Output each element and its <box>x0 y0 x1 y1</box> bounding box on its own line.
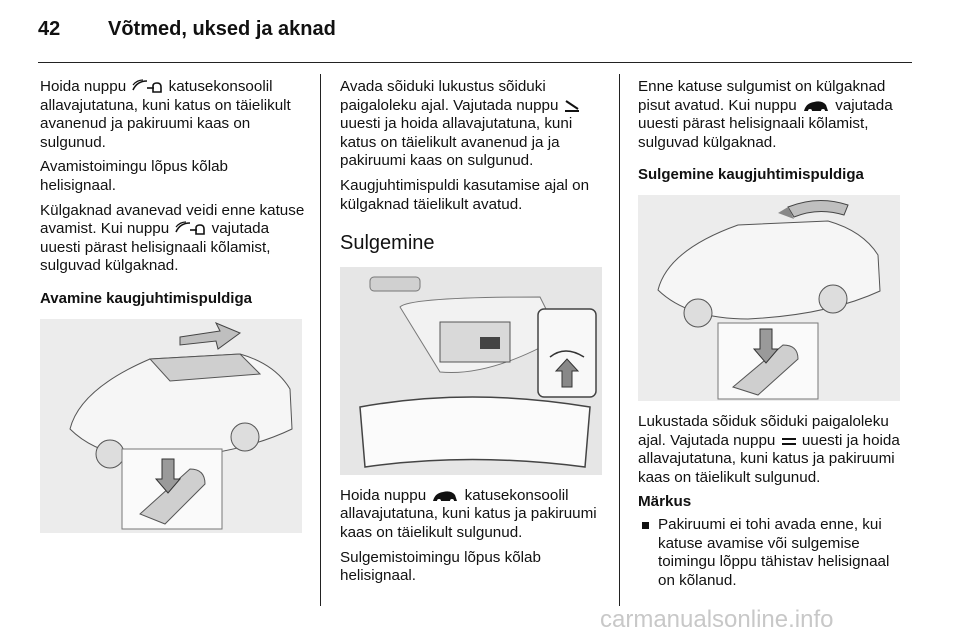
paragraph: Enne katuse sulgumist on külgaknad pisut avatud. Kui nuppu vajutada uuesti pärast helisignaali kõlamist, sulguvad külgaknad. <box>638 78 893 151</box>
car-roof-closing-illustration <box>638 195 900 401</box>
paragraph: Lukustada sõiduk sõiduki paigaloleku ajal. Vajutada nuppu uuesti ja hoida allavajutatuna, kuni katus ja pakiruumi kaas on täielikult sulgunud. <box>638 412 900 486</box>
column-divider-2 <box>619 74 620 606</box>
paragraph: Avada sõiduki lukustus sõiduki paigaloleku ajal. Vajutada nuppu uuesti ja hoida allavajutatuna, kuni katus on täielikult avanenud ja ja pakiruumi kaas on sulgunud. <box>340 78 608 171</box>
roof-open-icon <box>174 220 206 236</box>
paragraph: Kaugjuhtimispuldi kasutamise ajal on külgaknad täielikult avatud. <box>340 176 590 213</box>
page-number: 42 <box>38 18 61 40</box>
bullet-square-icon <box>642 522 649 529</box>
paragraph: Külgaknad avanevad veidi enne katuse avamist. Kui nuppu vajutada uuesti pärast helisignaali kõlamist, sulguvad külgaknad. <box>40 201 305 275</box>
note-title: Märkus <box>638 493 692 511</box>
column-1 <box>40 78 308 539</box>
subheading: Avamine kaugjuhtimispuldiga <box>40 289 252 307</box>
roof-open-icon <box>131 78 163 94</box>
subheading: Sulgemine kaugjuhtimispuldiga <box>638 166 864 184</box>
unlock-key-icon <box>564 99 580 113</box>
watermark: carmanualsonline.info <box>600 606 834 633</box>
header-rule <box>38 62 912 63</box>
paragraph: Hoida nuppu katusekonsoolil allavajutatuna, kuni katus on täielikult avanenud ja pakiruumi kaas on sulgunud. <box>40 78 291 151</box>
paragraph: Sulgemistoimingu lõpus kõlab helisignaal. <box>340 548 541 585</box>
paragraph: Avamistoimingu lõpus kõlab helisignaal. <box>40 158 228 194</box>
column-2 <box>340 78 608 592</box>
roof-console-mirror-illustration <box>340 267 602 475</box>
car-roof-opening-illustration <box>40 319 302 533</box>
roof-close-icon <box>802 99 830 113</box>
page-title: Võtmed, uksed ja aknad <box>108 18 336 40</box>
column-divider-1 <box>320 74 321 606</box>
lock-key-icon <box>781 436 797 448</box>
note-bullet: Pakiruumi ei tohi avada enne, kui katuse avamise või sulgemise toimingu lõppu tähistav helisignaal on kõlanud. <box>638 516 908 590</box>
paragraph: Hoida nuppu katusekonsoolil allavajutatuna, kuni katus ja pakiruumi kaas on täielikult sulgunud. <box>340 486 597 541</box>
column-3 <box>638 78 908 590</box>
section-heading: Sulgemine <box>340 232 435 255</box>
roof-close-icon <box>431 489 459 503</box>
